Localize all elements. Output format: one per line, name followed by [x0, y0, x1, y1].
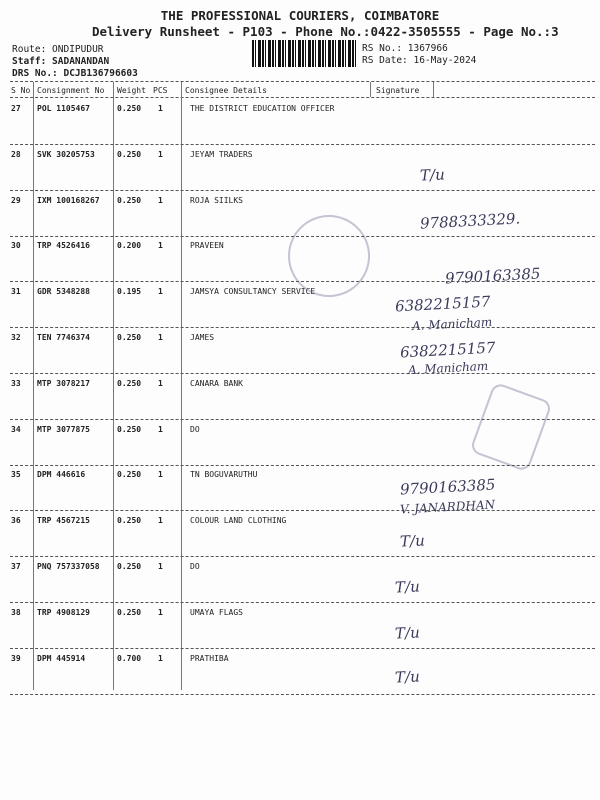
company-title: THE PROFESSIONAL COURIERS, COIMBATORE [160, 8, 440, 23]
barcode [252, 40, 357, 67]
row-weight: 0.250 [117, 562, 142, 571]
row-consignment-no: TRP 4567215 [37, 516, 90, 526]
row-consignee: PRATHIBA [190, 653, 229, 663]
handwritten-note: T/u [394, 577, 421, 597]
handwritten-name: A. Manicham [407, 358, 489, 378]
col-line [433, 82, 434, 97]
row-weight: 0.200 [117, 241, 142, 251]
row-weight: 0.250 [117, 333, 142, 342]
row-sno: 39 [11, 653, 21, 663]
handwritten-note: 9790163385 [444, 264, 541, 288]
row-sno: 37 [11, 562, 21, 571]
row-pcs: 1 [158, 104, 163, 113]
row-divider [10, 327, 595, 328]
route: Route: ONDIPUDUR [12, 44, 104, 55]
handwritten-note: 6382215157 [394, 292, 491, 316]
row-pcs: 1 [158, 378, 163, 388]
divider [10, 97, 595, 98]
row-divider [10, 190, 595, 191]
row-pcs: 1 [158, 241, 163, 251]
col-line [181, 82, 182, 690]
row-pcs: 1 [158, 516, 163, 526]
row-consignee: CANARA BANK [190, 378, 243, 388]
col-weight: Weight [117, 86, 146, 95]
row-pcs: 1 [158, 333, 163, 342]
row-sno: 32 [11, 333, 21, 342]
handwritten-note: T/u [394, 623, 421, 643]
handwritten-note: T/u [419, 165, 446, 185]
col-sno: S No [11, 86, 31, 95]
row-consignment-no: TRP 4908129 [37, 607, 90, 617]
row-sno: 30 [11, 241, 21, 251]
handwritten-name: A. Manicham [411, 314, 493, 334]
row-consignee: JAMSYA CONSULTANCY SERVICE [190, 287, 316, 297]
row-pcs: 1 [158, 287, 163, 297]
row-consignee: DO [190, 562, 200, 571]
row-consignment-no: TRP 4526416 [37, 241, 90, 251]
row-divider [10, 144, 595, 145]
row-consignee: JEYAM TRADERS [190, 149, 253, 159]
row-sno: 36 [11, 516, 21, 526]
row-consignee: TN BOGUVARUTHU [190, 470, 258, 480]
row-pcs: 1 [158, 470, 163, 480]
row-weight: 0.250 [117, 424, 142, 434]
row-consignment-no: PNQ 757337058 [37, 562, 100, 571]
row-weight: 0.250 [117, 470, 142, 480]
row-divider [10, 556, 595, 557]
row-consignee: THE DISTRICT EDUCATION OFFICER [190, 104, 335, 113]
row-sno: 27 [11, 104, 21, 113]
drs-number: DRS No.: DCJB136796603 [12, 68, 138, 79]
row-weight: 0.250 [117, 195, 142, 205]
row-divider [10, 648, 595, 649]
row-pcs: 1 [158, 424, 163, 434]
row-pcs: 1 [158, 607, 163, 617]
row-sno: 28 [11, 149, 21, 159]
row-consignee: JAMES [190, 333, 215, 342]
row-consignee: ROJA SIILKS [190, 195, 243, 205]
stamp [469, 382, 553, 473]
col-line [33, 82, 34, 690]
handwritten-name: V. JANARDHAN [399, 497, 496, 517]
row-consignment-no: TEN 7746374 [37, 333, 90, 342]
row-consignment-no: DPM 446616 [37, 470, 86, 480]
row-consignment-no: GDR 5348288 [37, 287, 90, 297]
row-pcs: 1 [158, 562, 163, 571]
row-pcs: 1 [158, 653, 163, 663]
row-pcs: 1 [158, 195, 163, 205]
row-divider [10, 373, 595, 374]
handwritten-note: T/u [394, 666, 421, 687]
row-sno: 38 [11, 607, 21, 617]
col-consignee: Consignee Details [185, 86, 267, 95]
rs-number: RS No.: 1367966 [362, 43, 448, 54]
row-consignment-no: DPM 445914 [37, 653, 86, 663]
row-divider [10, 694, 595, 695]
staff: Staff: SADANANDAN [12, 56, 110, 67]
col-line [370, 82, 371, 97]
row-consignment-no: MTP 3078217 [37, 378, 90, 388]
row-weight: 0.195 [117, 287, 142, 297]
row-consignee: COLOUR LAND CLOTHING [190, 516, 287, 526]
row-weight: 0.250 [117, 149, 142, 159]
handwritten-note: T/u [399, 531, 426, 551]
row-consignee: UMAYA FLAGS [190, 607, 243, 617]
row-weight: 0.250 [117, 516, 142, 526]
row-consignment-no: MTP 3077875 [37, 424, 90, 434]
col-signature: Signature [376, 86, 420, 95]
row-divider [10, 510, 595, 511]
row-weight: 0.250 [117, 607, 142, 617]
row-weight: 0.700 [117, 653, 142, 663]
row-sno: 31 [11, 287, 21, 297]
row-consignment-no: SVK 30205753 [37, 149, 95, 159]
handwritten-note: 9788333329. [419, 208, 521, 233]
row-pcs: 1 [158, 149, 163, 159]
rs-date: RS Date: 16-May-2024 [362, 55, 477, 66]
row-consignment-no: POL 1105467 [37, 104, 90, 113]
row-consignee: PRAVEEN [190, 241, 224, 251]
stamp [288, 215, 370, 297]
row-weight: 0.250 [117, 104, 142, 113]
divider [10, 81, 595, 82]
row-consignment-no: IXM 100168267 [37, 195, 100, 205]
runsheet-subtitle: Delivery Runsheet - P103 - Phone No.:0422-3505555 - Page No.:3 [92, 24, 559, 39]
col-consignment: Consignment No [37, 86, 105, 95]
row-consignee: DO [190, 424, 200, 434]
row-sno: 35 [11, 470, 21, 480]
handwritten-note: 9790163385 [399, 475, 496, 499]
row-sno: 29 [11, 195, 21, 205]
handwritten-note: 6382215157 [399, 338, 496, 362]
row-divider [10, 602, 595, 603]
col-line [113, 82, 114, 690]
row-sno: 34 [11, 424, 21, 434]
row-sno: 33 [11, 378, 21, 388]
row-weight: 0.250 [117, 378, 142, 388]
col-pcs: PCS [153, 86, 168, 95]
